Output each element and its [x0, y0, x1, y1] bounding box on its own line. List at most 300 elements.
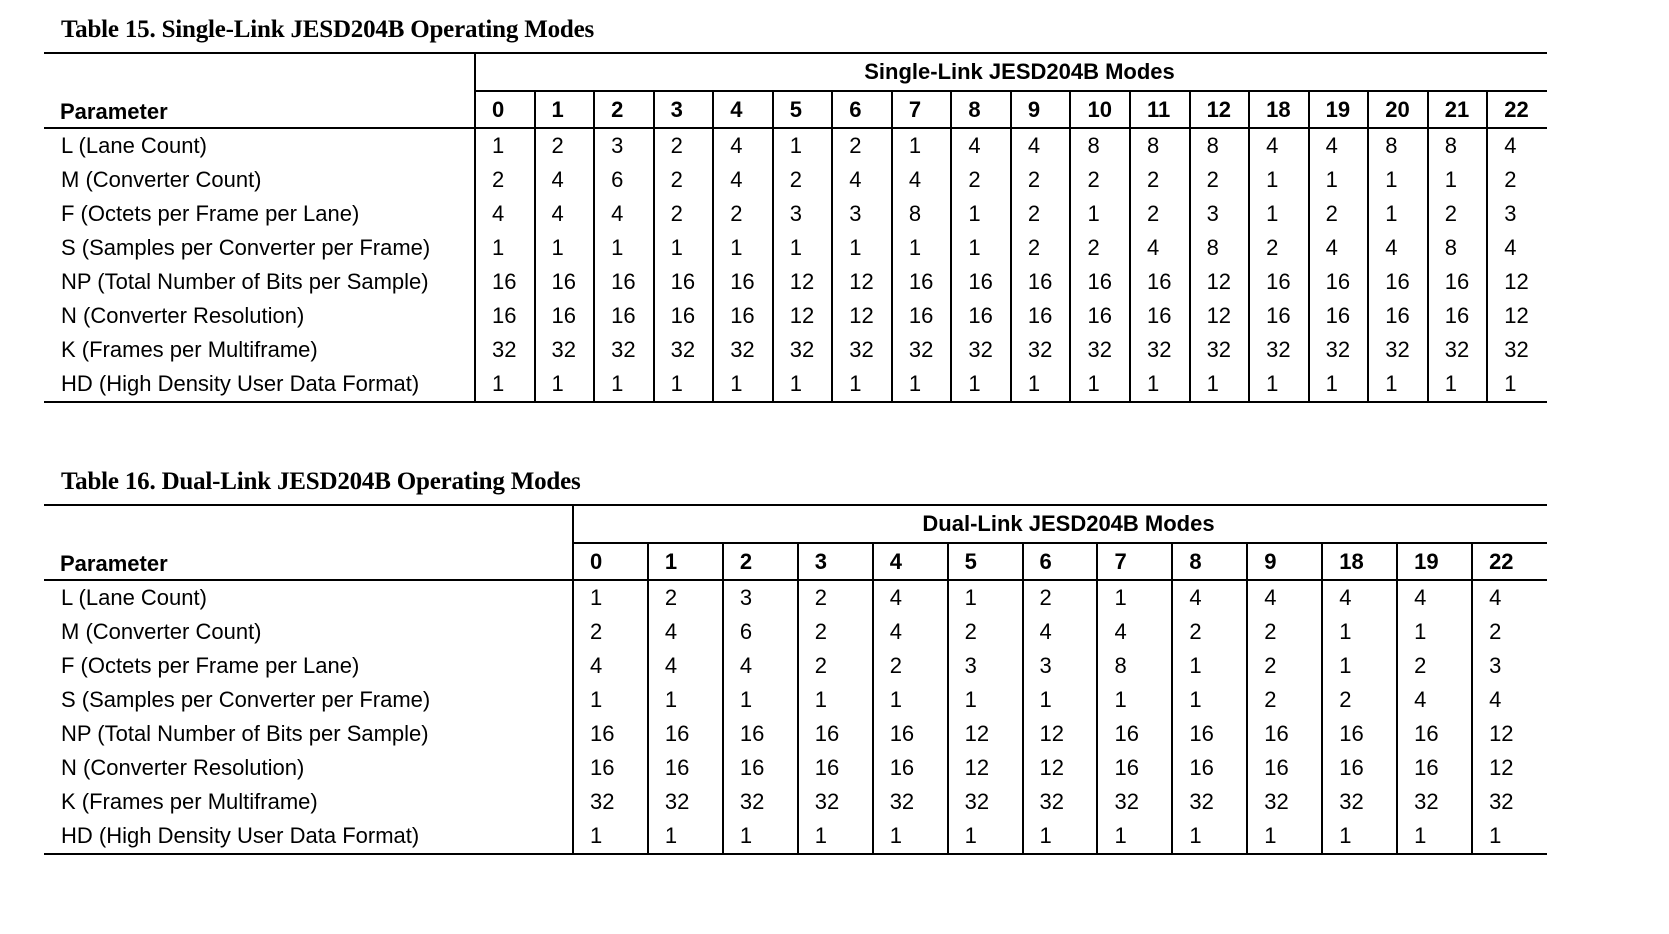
mode-value: 1 — [1309, 367, 1369, 402]
mode-value: 16 — [1070, 265, 1130, 299]
mode-value: 1 — [1368, 197, 1428, 231]
mode-value: 2 — [1249, 231, 1309, 265]
mode-value: 6 — [723, 615, 798, 649]
mode-value: 12 — [948, 717, 1023, 751]
mode-value: 4 — [1397, 580, 1472, 615]
mode-value: 1 — [594, 231, 654, 265]
mode-header: 7 — [892, 91, 952, 128]
mode-value: 1 — [573, 580, 648, 615]
mode-header: 18 — [1249, 91, 1309, 128]
mode-value: 1 — [648, 683, 723, 717]
header-spacer — [44, 505, 573, 543]
parameter-label: HD (High Density User Data Format) — [44, 367, 475, 402]
mode-value: 16 — [535, 265, 595, 299]
mode-value: 3 — [1190, 197, 1250, 231]
parameter-label: N (Converter Resolution) — [61, 303, 305, 328]
mode-value: 4 — [892, 163, 952, 197]
mode-value: 12 — [832, 265, 892, 299]
mode-value: 1 — [1322, 819, 1397, 854]
mode-value: 16 — [573, 751, 648, 785]
mode-value: 32 — [573, 785, 648, 819]
mode-value: 16 — [1247, 717, 1322, 751]
mode-header: 5 — [948, 543, 1023, 580]
mode-value: 32 — [1322, 785, 1397, 819]
mode-value: 8 — [1428, 231, 1488, 265]
mode-value: 2 — [1011, 197, 1071, 231]
mode-value: 16 — [798, 717, 873, 751]
mode-header: 18 — [1322, 543, 1397, 580]
mode-value: 32 — [1172, 785, 1247, 819]
mode-value: 2 — [1011, 231, 1071, 265]
mode-value: 3 — [1487, 197, 1547, 231]
parameter-label: L (Lane Count) — [61, 133, 207, 158]
mode-header: 3 — [654, 91, 714, 128]
mode-value: 2 — [1247, 615, 1322, 649]
mode-value: 1 — [1023, 683, 1098, 717]
mode-value: 2 — [1428, 197, 1488, 231]
mode-value: 1 — [475, 231, 535, 265]
mode-value: 2 — [798, 580, 873, 615]
mode-value: 32 — [951, 333, 1011, 367]
mode-value: 4 — [594, 197, 654, 231]
mode-value: 2 — [1487, 163, 1547, 197]
mode-value: 1 — [948, 819, 1023, 854]
mode-value: 32 — [1130, 333, 1190, 367]
mode-value: 16 — [723, 717, 798, 751]
mode-value: 32 — [654, 333, 714, 367]
mode-value: 2 — [654, 197, 714, 231]
mode-value: 1 — [798, 683, 873, 717]
mode-value: 3 — [773, 197, 833, 231]
mode-value: 32 — [1097, 785, 1172, 819]
parameter-header: Parameter — [44, 543, 573, 580]
mode-value: 4 — [832, 163, 892, 197]
mode-value: 16 — [1172, 717, 1247, 751]
mode-value: 16 — [1172, 751, 1247, 785]
mode-value: 12 — [1190, 265, 1250, 299]
mode-value: 16 — [1368, 265, 1428, 299]
mode-value: 1 — [535, 367, 595, 402]
dual-link-modes-table — [44, 504, 1547, 855]
mode-value: 16 — [1428, 265, 1488, 299]
mode-value: 1 — [832, 231, 892, 265]
mode-value: 2 — [713, 197, 773, 231]
mode-value: 12 — [1190, 299, 1250, 333]
mode-value: 32 — [798, 785, 873, 819]
mode-value: 2 — [1247, 649, 1322, 683]
parameter-label: K (Frames per Multiframe) — [61, 337, 318, 362]
mode-value: 1 — [1172, 683, 1247, 717]
mode-value: 1 — [873, 819, 948, 854]
mode-value: 32 — [832, 333, 892, 367]
parameter-label: S (Samples per Converter per Frame) — [61, 235, 431, 260]
table-15-caption: Table 15. Single-Link JESD204B Operating Modes — [61, 16, 595, 43]
mode-value: 32 — [723, 785, 798, 819]
parameter-label: M (Converter Count) — [61, 619, 262, 644]
mode-value: 4 — [1172, 580, 1247, 615]
mode-value: 32 — [475, 333, 535, 367]
mode-value: 16 — [1322, 751, 1397, 785]
mode-value: 1 — [1322, 615, 1397, 649]
mode-value: 4 — [1487, 231, 1547, 265]
mode-value: 16 — [723, 751, 798, 785]
mode-value: 4 — [1309, 128, 1369, 163]
mode-value: 16 — [1309, 299, 1369, 333]
mode-value: 1 — [1368, 367, 1428, 402]
mode-value: 4 — [723, 649, 798, 683]
mode-value: 32 — [594, 333, 654, 367]
mode-value: 2 — [798, 615, 873, 649]
mode-value: 32 — [873, 785, 948, 819]
mode-value: 2 — [1322, 683, 1397, 717]
mode-value: 32 — [773, 333, 833, 367]
mode-value: 16 — [654, 265, 714, 299]
mode-value: 32 — [1428, 333, 1488, 367]
parameter-label: K (Frames per Multiframe) — [61, 789, 318, 814]
mode-value: 2 — [951, 163, 1011, 197]
mode-value: 32 — [1472, 785, 1547, 819]
mode-value: 1 — [1097, 819, 1172, 854]
mode-value: 2 — [1190, 163, 1250, 197]
mode-value: 4 — [873, 615, 948, 649]
table-row — [44, 367, 1547, 402]
mode-value: 4 — [713, 128, 773, 163]
mode-value: 12 — [948, 751, 1023, 785]
mode-value: 16 — [873, 717, 948, 751]
mode-value: 1 — [1070, 197, 1130, 231]
mode-value: 12 — [1472, 717, 1547, 751]
mode-header: 8 — [951, 91, 1011, 128]
mode-header: 6 — [832, 91, 892, 128]
mode-value: 2 — [1247, 683, 1322, 717]
mode-value: 16 — [648, 751, 723, 785]
mode-value: 4 — [648, 615, 723, 649]
mode-header: 22 — [1487, 91, 1547, 128]
mode-value: 32 — [1397, 785, 1472, 819]
mode-value: 16 — [873, 751, 948, 785]
mode-value: 16 — [573, 717, 648, 751]
mode-value: 2 — [948, 615, 1023, 649]
mode-header: 1 — [535, 91, 595, 128]
mode-value: 1 — [1070, 367, 1130, 402]
mode-value: 1 — [573, 819, 648, 854]
mode-value: 4 — [1309, 231, 1369, 265]
mode-value: 1 — [1487, 367, 1547, 402]
table-row — [44, 615, 1547, 649]
mode-value: 32 — [1309, 333, 1369, 367]
mode-value: 1 — [1428, 367, 1488, 402]
mode-value: 1 — [773, 367, 833, 402]
mode-value: 4 — [1247, 580, 1322, 615]
mode-value: 32 — [1011, 333, 1071, 367]
mode-value: 16 — [892, 299, 952, 333]
mode-value: 1 — [892, 367, 952, 402]
mode-value: 3 — [1472, 649, 1547, 683]
table-row — [44, 649, 1547, 683]
mode-value: 8 — [1428, 128, 1488, 163]
mode-value: 2 — [648, 580, 723, 615]
mode-value: 32 — [535, 333, 595, 367]
mode-value: 1 — [892, 231, 952, 265]
mode-value: 16 — [654, 299, 714, 333]
mode-header: 9 — [1011, 91, 1071, 128]
mode-value: 1 — [1172, 819, 1247, 854]
mode-value: 1 — [832, 367, 892, 402]
mode-value: 2 — [654, 128, 714, 163]
mode-value: 12 — [1023, 751, 1098, 785]
mode-value: 4 — [1397, 683, 1472, 717]
mode-value: 12 — [1487, 265, 1547, 299]
mode-value: 1 — [475, 128, 535, 163]
mode-value: 3 — [1023, 649, 1098, 683]
mode-value: 2 — [1472, 615, 1547, 649]
mode-value: 12 — [773, 265, 833, 299]
mode-value: 1 — [1397, 615, 1472, 649]
mode-value: 16 — [1097, 751, 1172, 785]
table-row — [44, 128, 1547, 163]
mode-value: 16 — [1011, 265, 1071, 299]
mode-header: 10 — [1070, 91, 1130, 128]
mode-value: 2 — [475, 163, 535, 197]
table-row — [44, 717, 1547, 751]
mode-value: 2 — [1023, 580, 1098, 615]
mode-value: 4 — [1130, 231, 1190, 265]
mode-value: 2 — [573, 615, 648, 649]
mode-value: 32 — [1070, 333, 1130, 367]
mode-value: 2 — [832, 128, 892, 163]
mode-value: 16 — [713, 299, 773, 333]
mode-value: 1 — [723, 819, 798, 854]
mode-value: 12 — [773, 299, 833, 333]
mode-value: 4 — [1097, 615, 1172, 649]
mode-value: 16 — [1130, 265, 1190, 299]
table-15-section — [44, 16, 1547, 403]
mode-value: 16 — [475, 265, 535, 299]
mode-value: 1 — [654, 367, 714, 402]
parameter-label: F (Octets per Frame per Lane) — [61, 201, 360, 226]
table-row — [44, 265, 1547, 299]
mode-header: 9 — [1247, 543, 1322, 580]
mode-value: 1 — [713, 367, 773, 402]
mode-value: 1 — [654, 231, 714, 265]
mode-value: 16 — [951, 299, 1011, 333]
parameter-label: NP (Total Number of Bits per Sample) — [61, 269, 429, 294]
mode-header: 2 — [594, 91, 654, 128]
single-link-modes-table — [44, 52, 1547, 403]
mode-value: 16 — [798, 751, 873, 785]
mode-value: 16 — [951, 265, 1011, 299]
mode-value: 4 — [648, 649, 723, 683]
mode-header: 4 — [873, 543, 948, 580]
mode-value: 1 — [648, 819, 723, 854]
table-16-section — [44, 468, 1547, 855]
mode-value: 4 — [475, 197, 535, 231]
mode-value: 1 — [1472, 819, 1547, 854]
mode-value: 12 — [1487, 299, 1547, 333]
mode-value: 16 — [1249, 265, 1309, 299]
parameter-label: S (Samples per Converter per Frame) — [61, 687, 431, 712]
mode-value: 1 — [1172, 649, 1247, 683]
mode-value: 8 — [892, 197, 952, 231]
mode-value: 1 — [1322, 649, 1397, 683]
mode-value: 1 — [873, 683, 948, 717]
mode-value: 8 — [1190, 128, 1250, 163]
mode-value: 16 — [594, 265, 654, 299]
mode-header: 0 — [475, 91, 535, 128]
mode-header: 2 — [723, 543, 798, 580]
mode-value: 16 — [1368, 299, 1428, 333]
mode-value: 16 — [535, 299, 595, 333]
parameter-label: HD (High Density User Data Format) — [44, 819, 573, 854]
mode-value: 1 — [594, 367, 654, 402]
table-row — [44, 231, 1547, 265]
mode-value: 1 — [713, 231, 773, 265]
mode-value: 1 — [773, 231, 833, 265]
mode-value: 32 — [713, 333, 773, 367]
mode-value: 2 — [1172, 615, 1247, 649]
table-row — [44, 299, 1547, 333]
mode-value: 16 — [648, 717, 723, 751]
mode-value: 1 — [573, 683, 648, 717]
mode-value: 16 — [1428, 299, 1488, 333]
parameter-label: F (Octets per Frame per Lane) — [61, 653, 360, 678]
mode-header: 4 — [713, 91, 773, 128]
table-row — [44, 683, 1547, 717]
mode-value: 1 — [948, 580, 1023, 615]
parameter-label: M (Converter Count) — [61, 167, 262, 192]
mode-value: 16 — [1011, 299, 1071, 333]
parameter-label: N (Converter Resolution) — [61, 755, 305, 780]
mode-value: 1 — [892, 128, 952, 163]
mode-value: 4 — [1472, 683, 1547, 717]
mode-value: 4 — [1472, 580, 1547, 615]
mode-value: 8 — [1130, 128, 1190, 163]
mode-value: 16 — [1309, 265, 1369, 299]
mode-value: 32 — [892, 333, 952, 367]
mode-value: 2 — [1070, 231, 1130, 265]
mode-value: 1 — [1023, 819, 1098, 854]
mode-header: 1 — [648, 543, 723, 580]
mode-header: 3 — [798, 543, 873, 580]
mode-value: 16 — [1249, 299, 1309, 333]
modes-group-header: Single-Link JESD204B Modes — [475, 53, 1547, 91]
mode-value: 4 — [1249, 128, 1309, 163]
mode-value: 2 — [873, 649, 948, 683]
mode-value: 16 — [1247, 751, 1322, 785]
table-row — [44, 751, 1547, 785]
mode-value: 4 — [1023, 615, 1098, 649]
mode-value: 4 — [713, 163, 773, 197]
mode-header: 8 — [1172, 543, 1247, 580]
mode-value: 32 — [1487, 333, 1547, 367]
mode-header: 7 — [1097, 543, 1172, 580]
mode-value: 2 — [773, 163, 833, 197]
mode-header: 19 — [1309, 91, 1369, 128]
table-16-caption: Table 16. Dual-Link JESD204B Operating Modes — [61, 468, 581, 495]
mode-value: 16 — [1097, 717, 1172, 751]
mode-header: 12 — [1190, 91, 1250, 128]
mode-value: 1 — [1368, 163, 1428, 197]
mode-value: 1 — [535, 231, 595, 265]
mode-value: 1 — [1397, 819, 1472, 854]
mode-value: 1 — [951, 197, 1011, 231]
mode-value: 4 — [1011, 128, 1071, 163]
header-spacer — [44, 53, 475, 91]
mode-value: 1 — [475, 367, 535, 402]
table-row — [44, 197, 1547, 231]
mode-value: 1 — [1247, 819, 1322, 854]
mode-value: 4 — [873, 580, 948, 615]
table-row — [44, 819, 1547, 854]
mode-value: 2 — [654, 163, 714, 197]
mode-value: 4 — [1368, 231, 1428, 265]
mode-value: 1 — [773, 128, 833, 163]
mode-value: 3 — [594, 128, 654, 163]
mode-value: 32 — [1247, 785, 1322, 819]
mode-value: 2 — [1070, 163, 1130, 197]
mode-value: 16 — [1130, 299, 1190, 333]
mode-value: 2 — [798, 649, 873, 683]
mode-value: 4 — [573, 649, 648, 683]
mode-value: 1 — [1011, 367, 1071, 402]
mode-value: 16 — [713, 265, 773, 299]
mode-value: 3 — [948, 649, 1023, 683]
mode-value: 2 — [1130, 197, 1190, 231]
mode-value: 1 — [1249, 197, 1309, 231]
mode-value: 32 — [948, 785, 1023, 819]
table-row — [44, 785, 1547, 819]
mode-value: 1 — [1097, 580, 1172, 615]
parameter-label: NP (Total Number of Bits per Sample) — [61, 721, 429, 746]
mode-value: 8 — [1070, 128, 1130, 163]
mode-value: 6 — [594, 163, 654, 197]
mode-value: 8 — [1190, 231, 1250, 265]
mode-value: 32 — [1368, 333, 1428, 367]
mode-header: 21 — [1428, 91, 1488, 128]
mode-value: 1 — [951, 231, 1011, 265]
mode-value: 16 — [1070, 299, 1130, 333]
mode-value: 1 — [1309, 163, 1369, 197]
mode-value: 4 — [1487, 128, 1547, 163]
mode-value: 4 — [951, 128, 1011, 163]
mode-value: 16 — [1322, 717, 1397, 751]
mode-header: 19 — [1397, 543, 1472, 580]
table-row — [44, 580, 1547, 615]
mode-value: 2 — [1011, 163, 1071, 197]
mode-header: 5 — [773, 91, 833, 128]
mode-header: 22 — [1472, 543, 1547, 580]
mode-value: 32 — [1023, 785, 1098, 819]
mode-value: 16 — [1397, 717, 1472, 751]
mode-value: 4 — [535, 197, 595, 231]
mode-value: 2 — [535, 128, 595, 163]
mode-value: 1 — [723, 683, 798, 717]
mode-value: 12 — [1023, 717, 1098, 751]
mode-value: 1 — [1097, 683, 1172, 717]
mode-value: 2 — [1397, 649, 1472, 683]
mode-header: 11 — [1130, 91, 1190, 128]
mode-value: 12 — [832, 299, 892, 333]
mode-value: 4 — [1322, 580, 1397, 615]
mode-value: 2 — [1309, 197, 1369, 231]
mode-value: 4 — [535, 163, 595, 197]
mode-value: 1 — [1249, 367, 1309, 402]
mode-value: 1 — [951, 367, 1011, 402]
mode-value: 1 — [1130, 367, 1190, 402]
mode-value: 3 — [723, 580, 798, 615]
mode-value: 12 — [1472, 751, 1547, 785]
parameter-label: L (Lane Count) — [61, 585, 207, 610]
